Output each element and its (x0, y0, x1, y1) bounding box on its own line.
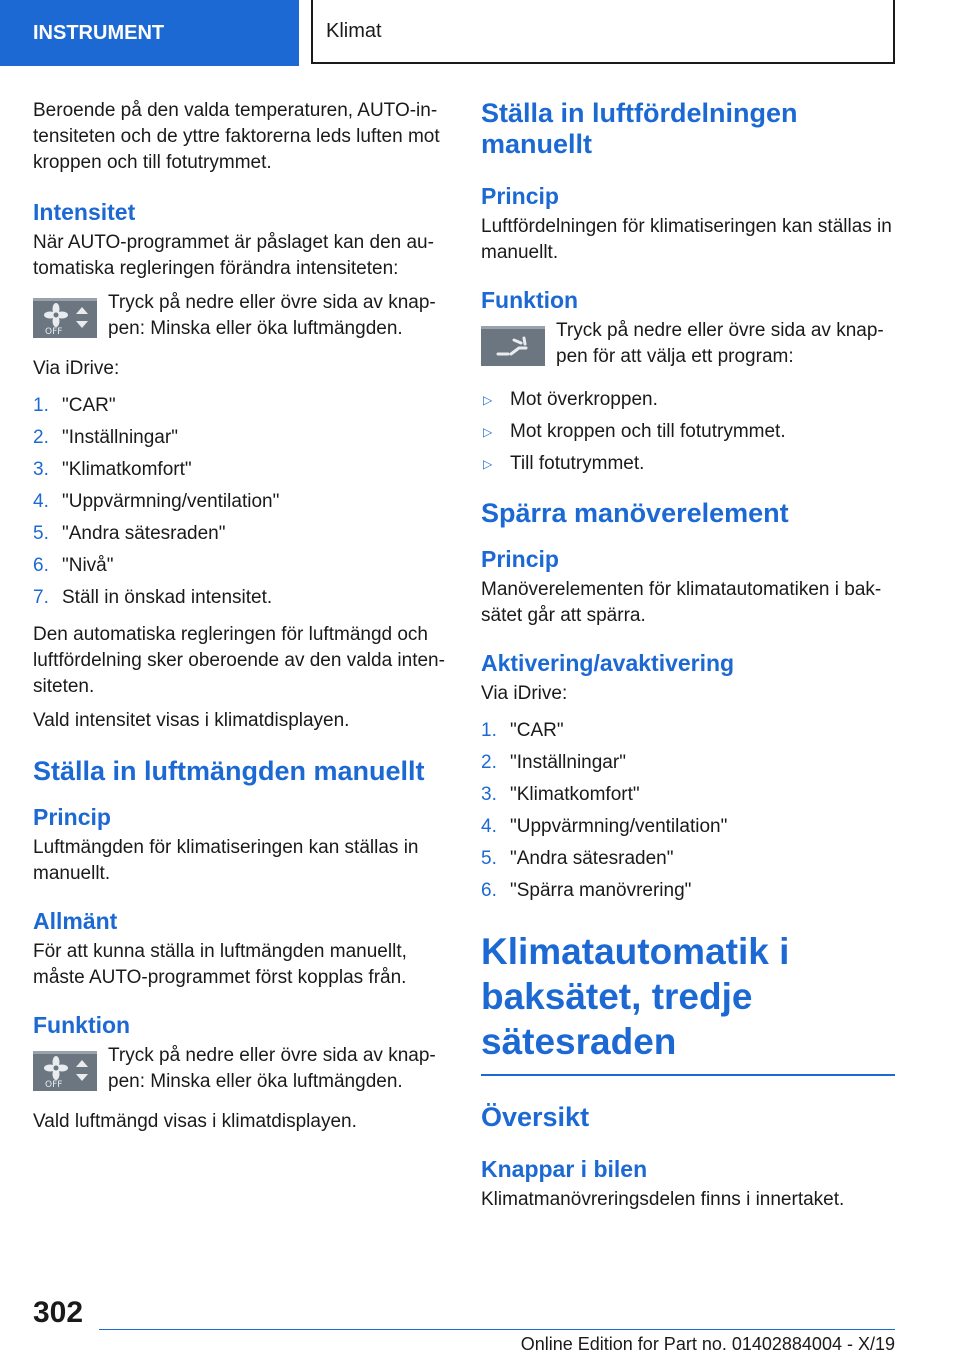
list-item (33, 454, 448, 486)
triangle-bullet-icon: ▷ (483, 457, 493, 471)
page-number: 302 (33, 1296, 84, 1329)
klimatautomatik-heading: Klimatautomatik i baksätet, tredje sätesraden (481, 931, 790, 1062)
intensitet-after-1: Den automatiska regleringen för luftmängd och luftfördelning sker oberoende av den valda intensiteten. (33, 624, 445, 697)
sparra-via: Via iDrive: (481, 683, 568, 704)
knappar-text: Klimatmanövreringsdelen finns i innertaket. (481, 1189, 845, 1210)
step-number: 5. (33, 523, 49, 544)
luftmangd-funktion-heading: Funktion (33, 1012, 131, 1038)
step-text: "Klimatkomfort" (62, 459, 192, 480)
luftmangd-after: Vald luftmängd visas i klimatdisplayen. (33, 1111, 357, 1132)
luftfordelning-funktion-heading: Funktion (481, 287, 579, 313)
intensitet-via: Via iDrive: (33, 358, 120, 379)
header-chapter-label: Klimat (326, 19, 382, 42)
luftfordelning-icon-text: Tryck på nedre eller övre sida av knappen för att välja ett program: (556, 320, 884, 367)
list-item (33, 550, 448, 582)
list-item (33, 422, 448, 454)
list-item (481, 811, 895, 843)
sparra-aktivering-heading: Aktivering/avaktivering (481, 650, 735, 676)
fan-off-button-icon (33, 298, 97, 338)
intensitet-text: När AUTO-programmet är påslaget kan den automatiska regleringen förändra intensiteten: (33, 232, 434, 279)
svg-text:OFF: OFF (45, 327, 63, 337)
step-text: "Klimatkomfort" (510, 784, 640, 805)
step-text: "Andra sätesraden" (510, 848, 674, 869)
step-text: Ställ in önskad intensitet. (62, 587, 273, 608)
sparra-heading: Spärra manöverelement (481, 498, 789, 528)
step-text: "Inställningar" (62, 427, 178, 448)
intensitet-icon-text: Tryck på nedre eller övre sida av knappen: Minska eller öka luftmängden. (108, 292, 436, 339)
step-text: "Andra sätesraden" (62, 523, 226, 544)
program-list (481, 384, 895, 480)
triangle-bullet-icon: ▷ (483, 425, 493, 439)
sparra-steps-list (481, 715, 895, 907)
list-item (33, 518, 448, 550)
step-number: 6. (33, 555, 49, 576)
fan-off-button-icon (33, 1051, 97, 1091)
step-text: "Uppvärmning/ventilation" (510, 816, 728, 837)
luftmangd-icon-paragraph (33, 1043, 448, 1095)
luftfordelning-princip-heading: Princip (481, 183, 559, 209)
list-item (481, 715, 895, 747)
list-item (481, 384, 895, 416)
step-number: 1. (33, 395, 49, 416)
svg-text:OFF: OFF (45, 1080, 63, 1090)
luftfordelning-heading: Ställa in luftfördelningen manuellt (481, 98, 798, 159)
step-text: "Uppvärmning/ventilation" (62, 491, 280, 512)
luftmangd-allmant-text: För att kunna ställa in luftmängden manuellt, måste AUTO-programmet först kopplas från. (33, 941, 407, 988)
step-number: 2. (481, 752, 497, 773)
sparra-princip-text: Manöverelementen för klimatautomatiken i baksätet går att spärra. (481, 579, 882, 626)
list-item (33, 486, 448, 518)
right-column (481, 98, 895, 1221)
step-number: 1. (481, 720, 497, 741)
luftfordelning-icon-paragraph (481, 318, 895, 370)
intensitet-heading: Intensitet (33, 199, 136, 225)
luftmangd-allmant-heading: Allmänt (33, 908, 118, 934)
step-text: "Spärra manövrering" (510, 880, 692, 901)
list-item (481, 779, 895, 811)
program-text: Mot kroppen och till fotutrymmet. (510, 421, 786, 442)
luftmangd-princip-heading: Princip (33, 804, 111, 830)
step-number: 2. (33, 427, 49, 448)
header-section-label: INSTRUMENT (33, 21, 165, 44)
step-number: 5. (481, 848, 497, 869)
intensitet-icon-paragraph (33, 290, 448, 342)
footer-edition: Online Edition for Part no. 01402884004 - X/19 (520, 1334, 895, 1354)
air-distribution-button-icon (481, 326, 545, 366)
step-number: 4. (481, 816, 497, 837)
program-text: Mot överkroppen. (510, 389, 658, 410)
step-number: 3. (33, 459, 49, 480)
step-number: 4. (33, 491, 49, 512)
step-text: "CAR" (62, 395, 116, 416)
step-number: 7. (33, 587, 49, 608)
header-chapter-tab (311, 0, 895, 64)
list-item (33, 582, 448, 614)
luftmangd-princip-text: Luftmängden för klimatiseringen kan ställas in manuellt. (33, 837, 419, 884)
heading-divider (481, 1074, 895, 1076)
sparra-princip-heading: Princip (481, 546, 559, 572)
list-item (481, 747, 895, 779)
left-column (33, 98, 448, 1143)
step-number: 3. (481, 784, 497, 805)
step-text: "Inställningar" (510, 752, 626, 773)
header-section-tab (0, 0, 299, 66)
luftfordelning-princip-text: Luftfördelningen för klimatiseringen kan ställas in manuellt. (481, 216, 892, 263)
intro-paragraph: Beroende på den valda temperaturen, AUTO-intensiteten och de yttre faktorerna leds luften mot kroppen och till fotutrymmet. (33, 100, 440, 173)
intensitet-steps-list (33, 390, 448, 614)
footer-divider (99, 1329, 895, 1330)
list-item (481, 843, 895, 875)
step-text: "CAR" (510, 720, 564, 741)
luftmangd-heading: Ställa in luftmängden manuellt (33, 756, 425, 786)
luftmangd-icon-text: Tryck på nedre eller övre sida av knappen: Minska eller öka luftmängden. (108, 1045, 436, 1092)
triangle-bullet-icon: ▷ (483, 393, 493, 407)
list-item (481, 416, 895, 448)
list-item (481, 448, 895, 480)
program-text: Till fotutrymmet. (510, 453, 645, 474)
oversikt-heading: Översikt (481, 1102, 590, 1132)
intensitet-after-2: Vald intensitet visas i klimatdisplayen. (33, 710, 350, 731)
step-text: "Nivå" (62, 555, 114, 576)
step-number: 6. (481, 880, 497, 901)
list-item (481, 875, 895, 907)
list-item (33, 390, 448, 422)
knappar-heading: Knappar i bilen (481, 1156, 648, 1182)
